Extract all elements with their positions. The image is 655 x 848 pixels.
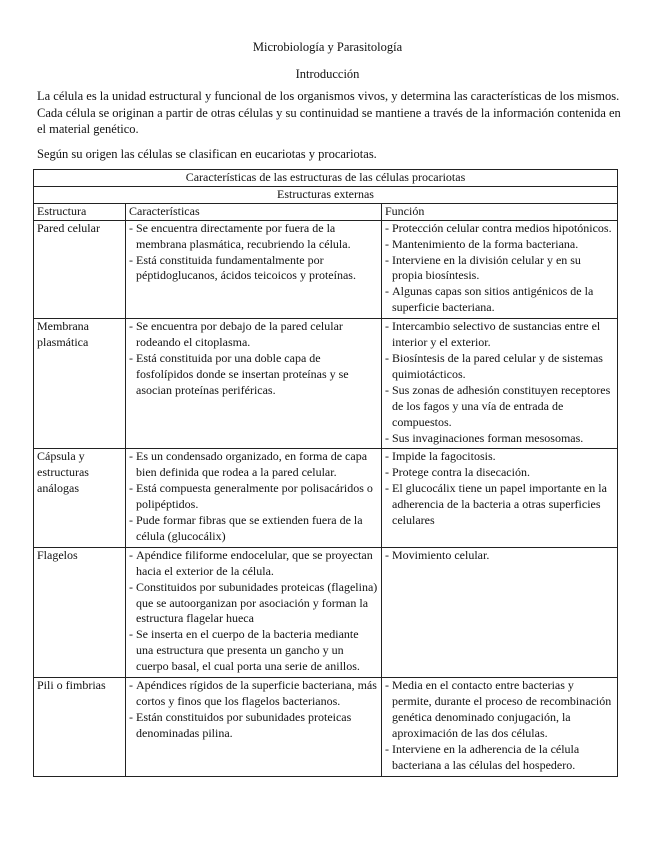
- function-item: - Protección celular contra medios hipotónicos.: [385, 221, 614, 237]
- characteristic-item: - Apéndice filiforme endocelular, que se proyectan hacia el exterior de la célula.: [129, 548, 378, 580]
- table-header-row: [34, 203, 618, 220]
- table-row: [34, 449, 618, 547]
- characteristic-item: - Está constituida por una doble capa de fosfolípidos donde se insertan proteínas y se asocian proteínas periféricas.: [129, 351, 378, 399]
- characteristics-list: [129, 548, 378, 675]
- characteristics-list: [129, 221, 378, 285]
- table-row: [34, 547, 618, 677]
- column-header-characteristics: Características: [126, 203, 382, 220]
- column-header-function: Función: [382, 203, 618, 220]
- function-item: - Algunas capas son sitios antigénicos de la superficie bacteriana.: [385, 284, 614, 316]
- function-item: - Intercambio selectivo de sustancias entre el interior y el exterior.: [385, 319, 614, 351]
- function-list: [385, 319, 614, 446]
- characteristic-item: - Se encuentra directamente por fuera de la membrana plasmática, recubriendo la célula.: [129, 221, 378, 253]
- characteristic-item: - Apéndices rígidos de la superficie bacteriana, más cortos y finos que los flagelos bacterianos.: [129, 678, 378, 710]
- characteristic-item: - Constituidos por subunidades proteicas (flagelina) que se autoorganizan por asociación y forman la estructura flagelar hueca: [129, 580, 378, 628]
- function-item: - Mantenimiento de la forma bacteriana.: [385, 237, 614, 253]
- intro-paragraph: La célula es la unidad estructural y funcional de los organismos vivos, y determina las características de los mismos. Cada célula se originan a partir de otras células y su continuidad se mantiene a través de la información contenida en el material genético.: [37, 89, 621, 136]
- function-cell: [382, 220, 618, 318]
- characteristics-cell: [126, 449, 382, 547]
- characteristic-item: - Es un condensado organizado, en forma de capa bien definida que rodea a la pared celular.: [129, 449, 378, 481]
- function-list: [385, 221, 614, 316]
- document-title: Microbiología y Parasitología: [252, 40, 403, 54]
- table-row: [34, 678, 618, 776]
- function-item: - Protege contra la disecación.: [385, 465, 614, 481]
- table-caption: Características de las estructuras de las células procariotas: [34, 170, 618, 187]
- characteristic-item: - Pude formar fibras que se extienden fuera de la célula (glucocálix): [129, 513, 378, 545]
- structure-cell: Pared celular: [34, 220, 126, 318]
- characteristics-cell: [126, 319, 382, 449]
- table-row: [34, 220, 618, 318]
- function-item: - Impide la fagocitosis.: [385, 449, 614, 465]
- prokaryote-structures-table: [33, 169, 618, 777]
- characteristics-list: [129, 449, 378, 544]
- column-header-structure: Estructura: [34, 203, 126, 220]
- characteristic-item: - Se encuentra por debajo de la pared celular rodeando el citoplasma.: [129, 319, 378, 351]
- classification-paragraph: Según su origen las células se clasifican en eucariotas y procariotas.: [37, 147, 377, 161]
- function-item: - Biosíntesis de la pared celular y de sistemas quimiotácticos.: [385, 351, 614, 383]
- characteristics-cell: [126, 678, 382, 776]
- characteristics-list: [129, 678, 378, 742]
- characteristics-list: [129, 319, 378, 399]
- table-caption-row: [34, 170, 618, 187]
- function-list: [385, 449, 614, 529]
- table-row: [34, 319, 618, 449]
- function-list: [385, 678, 614, 773]
- function-cell: [382, 449, 618, 547]
- table-subcaption-row: [34, 186, 618, 203]
- function-cell: [382, 547, 618, 677]
- structure-cell: Cápsula y estructuras análogas: [34, 449, 126, 547]
- characteristics-cell: [126, 220, 382, 318]
- function-item: - Media en el contacto entre bacterias y permite, durante el proceso de recombinación genética denominado conjugación, la aproximación de las dos células.: [385, 678, 614, 742]
- function-item: - Interviene en la adherencia de la célula bacteriana a las células del hospedero.: [385, 742, 614, 774]
- function-cell: [382, 319, 618, 449]
- characteristic-item: - Está compuesta generalmente por polisacáridos o polipéptidos.: [129, 481, 378, 513]
- section-heading: Introducción: [295, 67, 360, 81]
- function-cell: [382, 678, 618, 776]
- function-item: - Sus invaginaciones forman mesosomas.: [385, 431, 614, 447]
- characteristic-item: - Se inserta en el cuerpo de la bacteria mediante una estructura que presenta un gancho y un cuerpo basal, el cual porta una serie de anillos.: [129, 627, 378, 675]
- characteristic-item: - Está constituida fundamentalmente por péptidoglucanos, ácidos teicoicos y proteínas.: [129, 253, 378, 285]
- function-item: - Interviene en la división celular y en su propia biosíntesis.: [385, 253, 614, 285]
- characteristics-cell: [126, 547, 382, 677]
- function-item: - Sus zonas de adhesión constituyen receptores de los fagos y una vía de entrada de compuestos.: [385, 383, 614, 431]
- structure-cell: Membrana plasmática: [34, 319, 126, 449]
- characteristic-item: - Están constituidos por subunidades proteicas denominadas pilina.: [129, 710, 378, 742]
- structure-cell: Flagelos: [34, 547, 126, 677]
- function-list: [385, 548, 614, 564]
- structure-cell: Pili o fimbrias: [34, 678, 126, 776]
- function-item: - El glucocálix tiene un papel importante en la adherencia de la bacteria a otras superficies celulares: [385, 481, 614, 529]
- table-subcaption: Estructuras externas: [34, 186, 618, 203]
- function-item: - Movimiento celular.: [385, 548, 614, 564]
